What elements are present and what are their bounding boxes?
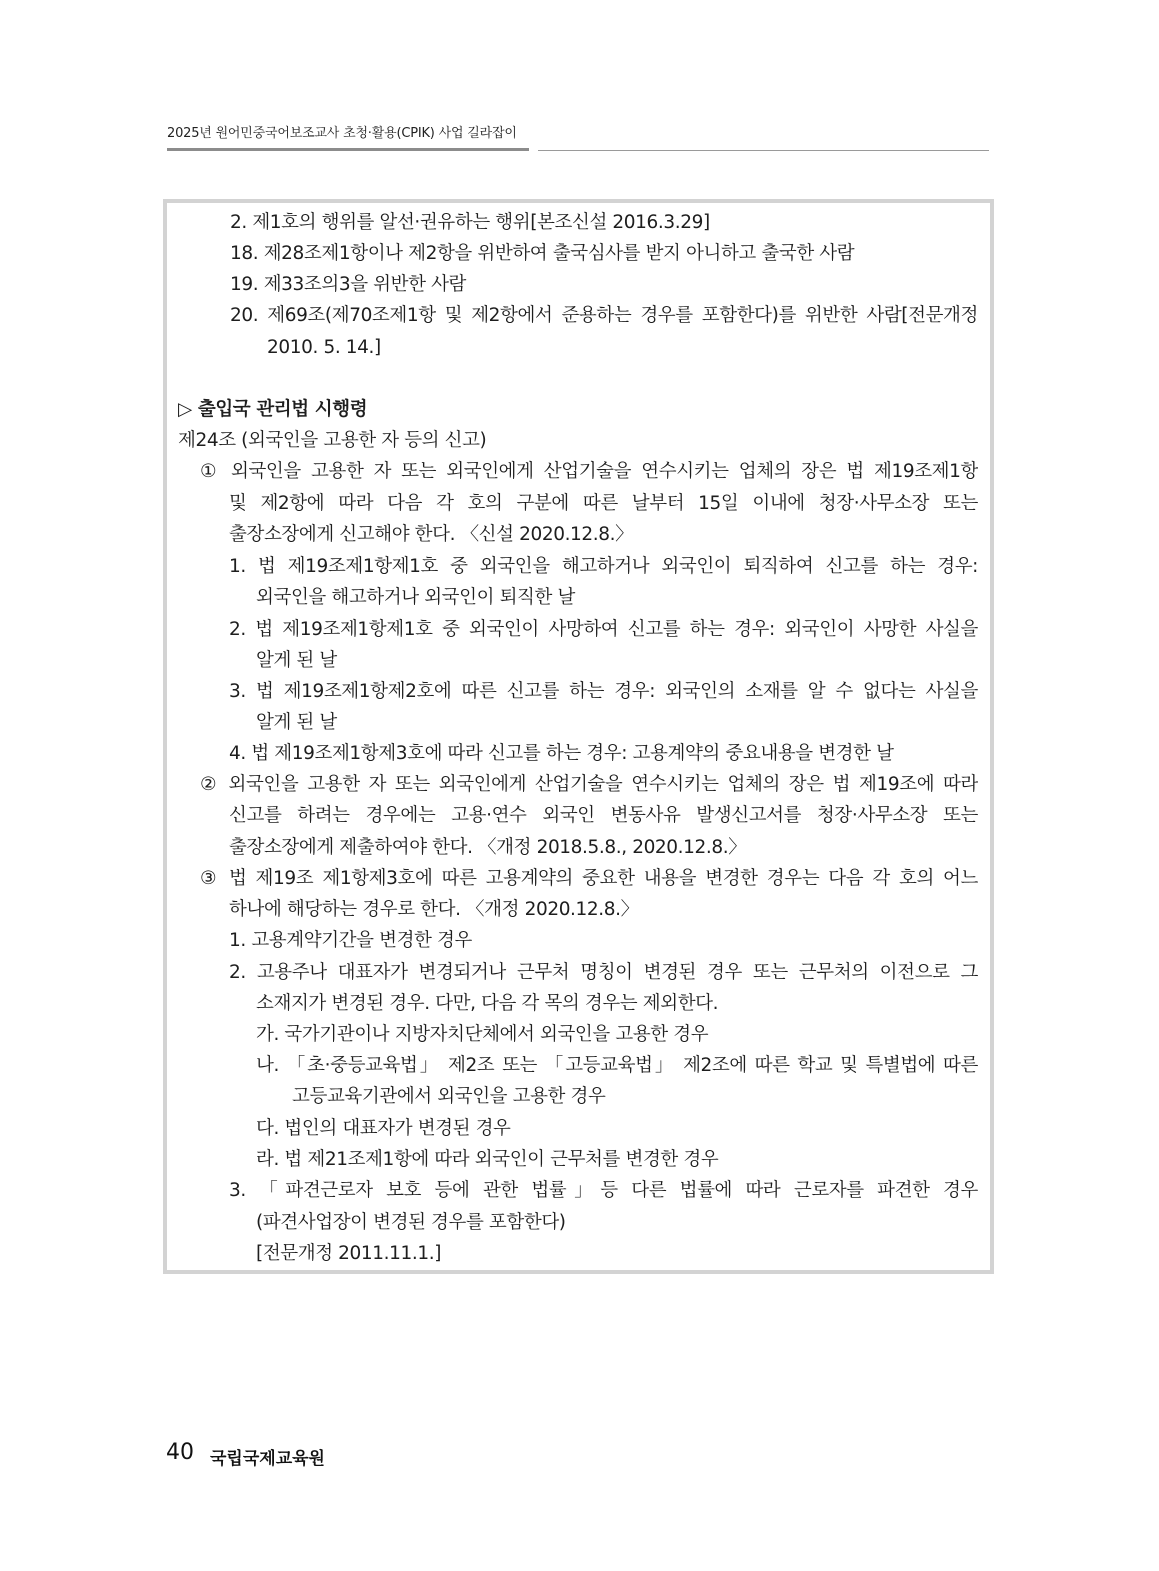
running-header: 2025년 원어민중국어보조교사 초청·활용(CPIK) 사업 길라잡이 [167,126,517,141]
text-line: 및 제2항에 따라 다음 각 호의 구분에 따른 날부터 15일 이내에 청장·사무소장 또는 [229,493,978,514]
text-line: (파견사업장이 변경된 경우를 포함한다) [256,1212,566,1233]
header-rule-thin [538,150,989,151]
text-line: 고등교육기관에서 외국인을 고용한 경우 [292,1086,606,1107]
text-line: 2. 제1호의 행위를 알선·권유하는 행위[본조신설 2016.3.29] [230,212,710,233]
page-number: 40 [166,1440,194,1465]
text-line: 18. 제28조제1항이나 제2항을 위반하여 출국심사를 받지 아니하고 출국한 사람 [230,243,855,264]
text-line: 2. 법 제19조제1항제1호 중 외국인이 사망하여 신고를 하는 경우: 외국인이 사망한 사실을 [229,619,978,640]
text-line: 4. 법 제19조제1항제3호에 따라 신고를 하는 경우: 고용계약의 중요내용을 변경한 날 [229,743,894,764]
text-line: 알게 된 날 [256,712,337,733]
text-line: 1. 법 제19조제1항제1호 중 외국인을 해고하거나 외국인이 퇴직하여 신고를 하는 경우: [229,556,978,577]
text-line: 신고를 하려는 경우에는 고용·연수 외국인 변동사유 발생신고서를 청장·사무소장 또는 [229,805,978,826]
text-line: 외국인을 해고하거나 외국인이 퇴직한 날 [256,587,575,608]
header-rule-thick [167,148,529,151]
text-line: 라. 법 제21조제1항에 따라 외국인이 근무처를 변경한 경우 [256,1149,719,1170]
text-line: ② 외국인을 고용한 자 또는 외국인에게 산업기술을 연수시키는 업체의 장은 법 제19조에 따라 [200,774,978,795]
text-line: 3. 법 제19조제1항제2호에 따른 신고를 하는 경우: 외국인의 소재를 알 수 없다는 사실을 [229,681,978,702]
text-line: 출장소장에게 제출하여야 한다. 〈개정 2018.5.8., 2020.12.8.〉 [229,837,747,858]
section-heading: ▷ 출입국 관리법 시행령 [178,399,368,420]
text-line: 알게 된 날 [256,650,337,671]
article-title: 제24조 (외국인을 고용한 자 등의 신고) [178,430,487,451]
text-line: 나. 「초·중등교육법」 제2조 또는 「고등교육법」 제2조에 따른 학교 및 특별법에 따른 [256,1055,978,1076]
text-line: 가. 국가기관이나 지방자치단체에서 외국인을 고용한 경우 [256,1024,709,1045]
text-line: 다. 법인의 대표자가 변경된 경우 [256,1118,511,1139]
text-line: 하나에 해당하는 경우로 한다. 〈개정 2020.12.8.〉 [229,899,639,920]
text-line: 19. 제33조의3을 위반한 사람 [230,274,467,295]
text-line: 2010. 5. 14.] [267,337,381,358]
text-line: 20. 제69조(제70조제1항 및 제2항에서 준용하는 경우를 포함한다)를 위반한 사람[전문개정 [230,305,978,326]
text-line: [전문개정 2011.11.1.] [256,1243,442,1264]
footer-organization: 국립국제교육원 [210,1449,325,1469]
text-line: ① 외국인을 고용한 자 또는 외국인에게 산업기술을 연수시키는 업체의 장은 법 제19조제1항 [200,461,978,482]
text-line: 3. 「파견근로자 보호 등에 관한 법률」등 다른 법률에 따라 근로자를 파견한 경우 [229,1180,978,1201]
text-line: 소재지가 변경된 경우. 다만, 다음 각 목의 경우는 제외한다. [256,993,719,1014]
text-line: 1. 고용계약기간을 변경한 경우 [229,930,472,951]
text-line: ③ 법 제19조 제1항제3호에 따른 고용계약의 중요한 내용을 변경한 경우는 다음 각 호의 어느 [200,868,978,889]
text-line: 2. 고용주나 대표자가 변경되거나 근무처 명칭이 변경된 경우 또는 근무처의 이전으로 그 [229,962,978,983]
text-line: 출장소장에게 신고해야 한다. 〈신설 2020.12.8.〉 [229,524,634,545]
